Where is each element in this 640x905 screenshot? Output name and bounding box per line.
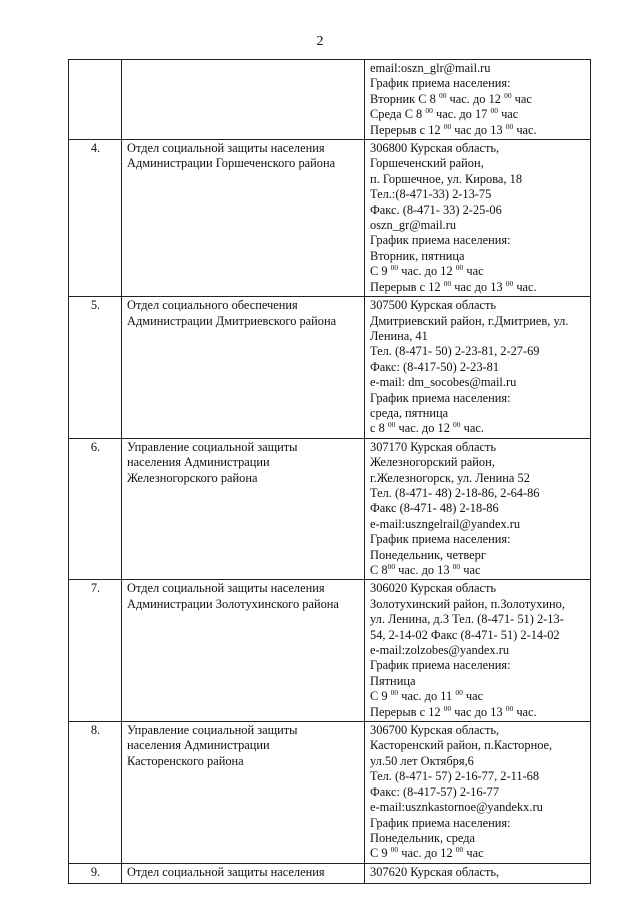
table-row	[69, 863, 591, 883]
agency-name	[122, 60, 365, 140]
contact-line: Вторник, пятница	[370, 248, 465, 263]
time-minutes-superscript: 00	[505, 703, 514, 713]
contact-line: 307170 Курская область	[370, 439, 497, 454]
table-row	[69, 60, 591, 140]
time-minutes-superscript: 00	[455, 845, 464, 855]
contact-line: Факс (8-471- 48) 2-18-86	[370, 501, 499, 516]
row-number: 5.	[69, 297, 122, 439]
agency-name-line: Управление социальной защиты	[127, 723, 298, 738]
row-number: 9.	[69, 863, 122, 883]
contact-line: График приема населения:	[370, 390, 511, 405]
agency-table-body	[69, 60, 591, 884]
agency-name-line: населения Администрации	[127, 738, 270, 753]
contact-line: Перерыв с 12 $^{00}$ час до 13 $^{00}$ час.	[370, 703, 537, 719]
contact-line: г.Железногорск, ул. Ленина 52	[370, 470, 530, 485]
agency-name-line: Железногорского района	[127, 470, 258, 485]
agency-name-line: Отдел социальной защиты населения	[127, 581, 325, 596]
contact-line: Факс. (8-471- 33) 2-25-06	[370, 202, 502, 217]
time-minutes-superscript: 00	[455, 688, 463, 698]
table-row	[69, 438, 591, 580]
contact-line: Тел. (8-471- 57) 2-16-77, 2-11-68	[370, 769, 540, 784]
time-minutes-superscript: 00	[425, 106, 433, 116]
time-minutes-superscript: 00	[443, 121, 452, 131]
time-minutes-superscript: 00	[443, 703, 452, 713]
contact-line: С 9 $^{00}$ час. до 12 $^{00}$ час	[370, 845, 484, 861]
agency-name-line: Отдел социальной защиты населения	[127, 864, 325, 879]
contact-line: 306800 Курская область,	[370, 141, 500, 156]
contact-info	[365, 60, 591, 140]
time-minutes-superscript: 00	[455, 263, 464, 273]
agency-name-line: Касторенского района	[127, 753, 244, 768]
contact-line: e-mail: dm_socobes@mail.ru	[370, 375, 517, 390]
contact-line: Золотухинский район, п.Золотухино,	[370, 596, 565, 611]
time-minutes-superscript: 00	[453, 420, 461, 430]
table-row	[69, 297, 591, 439]
time-minutes-superscript: 00	[504, 90, 512, 100]
contact-line: e-mail:zolzobes@yandex.ru	[370, 643, 510, 658]
agency-name-line: Администрации Золотухинского района	[127, 596, 339, 611]
contact-line: Факс: (8-417-50) 2-23-81	[370, 359, 500, 374]
contact-line: С 9 $^{00}$ час. до 11 $^{00}$ час	[370, 688, 484, 704]
agency-name-line: Отдел социального обеспечения	[127, 298, 298, 313]
contact-line: email:oszn_glr@mail.ru	[370, 61, 491, 75]
contact-line: Ленина, 41	[370, 328, 428, 343]
agency-name	[122, 863, 365, 883]
contact-line: Факс: (8-417-57) 2-16-77	[370, 784, 500, 799]
agency-name	[122, 722, 365, 864]
agency-name-line: населения Администрации	[127, 455, 270, 470]
contact-line: 307620 Курская область,	[370, 864, 500, 879]
contact-info	[365, 438, 591, 580]
contact-line: 306020 Курская область	[370, 581, 497, 596]
time-minutes-superscript: 00	[452, 562, 461, 571]
agency-name	[122, 438, 365, 580]
contact-line: График приема населения:	[370, 532, 511, 547]
contact-line: Среда С 8 $^{00}$ час. до 17 $^{00}$ час	[370, 106, 519, 122]
contact-line: Понедельник, четверг	[370, 547, 486, 562]
row-number: 7.	[69, 580, 122, 722]
contact-line: Перерыв с 12 $^{00}$ час до 13 $^{00}$ час.	[370, 278, 537, 294]
agency-name-line: Отдел социальной защиты населения	[127, 141, 325, 156]
contact-line: Вторник С 8 $^{00}$ час. до 12 $^{00}$ час	[370, 90, 532, 106]
time-minutes-superscript: 00	[438, 90, 447, 100]
time-minutes-superscript: 00	[390, 263, 399, 273]
contact-info	[365, 580, 591, 722]
contact-line: С $8^{00}$ час. до 13 $^{00}$ час	[370, 562, 481, 577]
agency-name	[122, 580, 365, 722]
contact-line: Перерыв с 12 $^{00}$ час до 13 $^{00}$ час.	[370, 121, 537, 137]
contact-line: Железногорский район,	[370, 455, 495, 470]
row-number: 6.	[69, 438, 122, 580]
contact-line: ул. Ленина, д.3 Тел. (8-471- 51) 2-13-	[370, 612, 564, 627]
contact-line: с 8 $^{00}$ час. до 12 $^{00}$ час.	[370, 420, 484, 436]
contact-line: График приема населения:	[370, 815, 511, 830]
row-number	[69, 60, 122, 140]
time-minutes-superscript: 00	[443, 278, 452, 288]
time-minutes-superscript: 00	[387, 420, 396, 430]
time-minutes-superscript: 00	[390, 688, 399, 698]
row-number: 4.	[69, 140, 122, 297]
contact-info	[365, 140, 591, 297]
contact-line: 307500 Курская область	[370, 298, 497, 313]
contact-line: С 9 $^{00}$ час. до 12 $^{00}$ час	[370, 263, 484, 279]
time-minutes-superscript: 00	[505, 121, 514, 131]
contact-line: Касторенский район, п.Касторное,	[370, 738, 553, 753]
contact-line: e-mail:usznkastornoe@yandekx.ru	[370, 800, 543, 815]
table-row	[69, 580, 591, 722]
time-minutes-superscript: 00	[387, 562, 396, 571]
time-minutes-superscript: 00	[505, 278, 514, 288]
contact-line: e-mail:uszngelrail@yandex.ru	[370, 516, 521, 531]
contact-line: График приема населения:	[370, 233, 511, 248]
agency-name	[122, 140, 365, 297]
contact-line: oszn_gr@mail.ru	[370, 218, 457, 233]
contact-line: Тел. (8-471- 50) 2-23-81, 2-27-69	[370, 344, 540, 359]
row-number: 8.	[69, 722, 122, 864]
agency-name-line: Администрации Дмитриевского района	[127, 313, 337, 328]
time-minutes-superscript: 00	[490, 106, 498, 116]
contact-line: ул.50 лет Октября,6	[370, 753, 474, 768]
contact-line: 54, 2-14-02 Факс (8-471- 51) 2-14-02	[370, 627, 560, 642]
contact-info	[365, 297, 591, 439]
agency-name-line: Администрации Горшеченского района	[127, 156, 336, 171]
contact-line: График приема населения:	[370, 76, 511, 91]
contact-line: п. Горшечное, ул. Кирова, 18	[370, 171, 523, 186]
contact-info	[365, 722, 591, 864]
agency-table	[68, 59, 591, 884]
contact-line: среда, пятница	[370, 405, 449, 420]
contact-line: Тел.:(8-471-33) 2-13-75	[370, 187, 492, 202]
contact-line: Тел. (8-471- 48) 2-18-86, 2-64-86	[370, 485, 540, 500]
contact-line: Пятница	[370, 673, 416, 688]
contact-line: Дмитриевский район, г.Дмитриев, ул.	[370, 313, 569, 328]
contact-line: График приема населения:	[370, 658, 511, 673]
contact-line: 306700 Курская область,	[370, 723, 500, 738]
time-minutes-superscript: 00	[390, 845, 399, 855]
agency-name-line: Управление социальной защиты	[127, 439, 298, 454]
contact-line: Горшеченский район,	[370, 156, 484, 171]
table-row	[69, 140, 591, 297]
page-number: 2	[316, 34, 324, 49]
contact-info	[365, 863, 591, 883]
contact-line: Понедельник, среда	[370, 830, 476, 845]
table-row	[69, 722, 591, 864]
agency-name	[122, 297, 365, 439]
